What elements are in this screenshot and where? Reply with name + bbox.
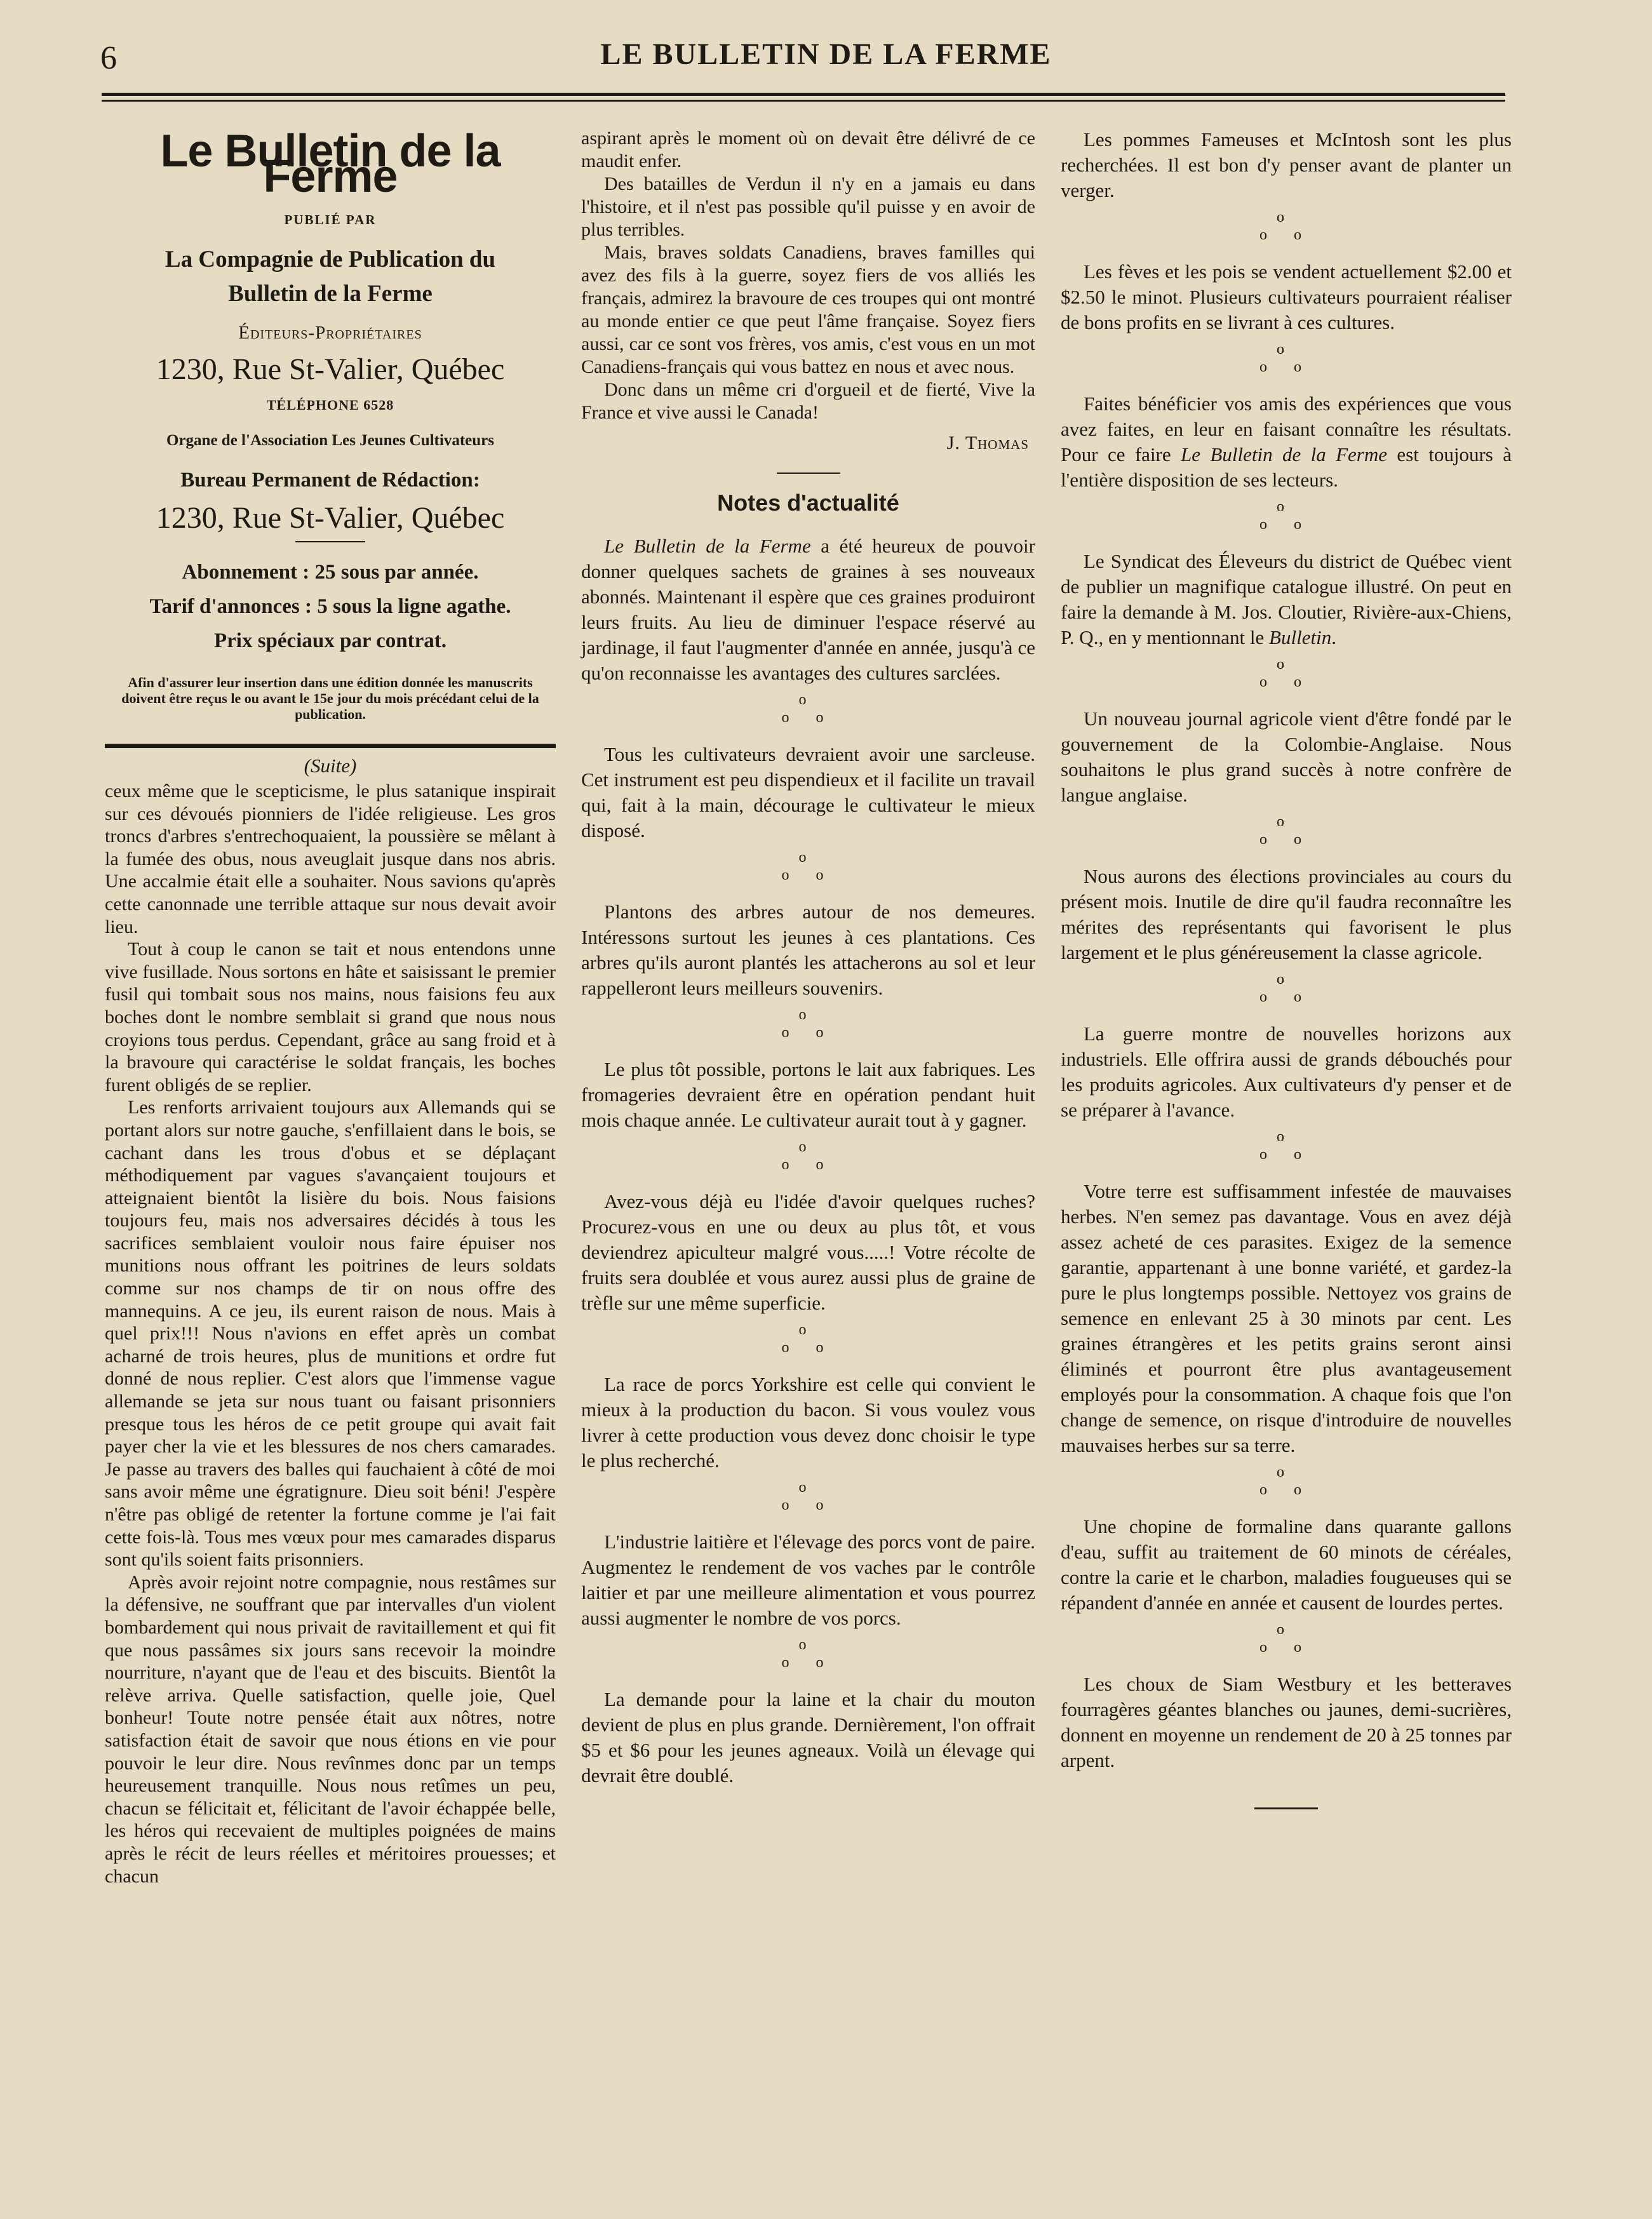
ornament: o o o — [1259, 814, 1313, 848]
ornament: o o o — [1259, 341, 1313, 375]
submission-notice: Afin d'assurer leur insertion dans une édition donnée les manuscrits doivent être reçus le ou avant le 15e jour du mois précédant celui de la publication. — [121, 674, 539, 722]
ad-rate: Tarif d'annonces : 5 sous la ligne agathe. — [149, 595, 511, 618]
story-part-1 — [105, 780, 556, 1887]
continued-label: (Suite) — [304, 754, 357, 777]
bulletin-name: Bulletin — [1269, 626, 1332, 648]
note-item: La demande pour la laine et la chair du mouton devient de plus en plus grande. Dernièrement, l'on offrait $5 et $6 pour les jeunes agneaux. Voilà un élevage qui devrait être doublé. — [581, 1688, 1035, 1787]
ornament: o o o — [781, 849, 835, 883]
note-item: Les fèves et les pois se vendent actuellement $2.00 et $2.50 le minot. Plusieurs cultivateurs pourraient réaliser de bons profits en se livrant à ces cultures. — [1061, 260, 1512, 333]
note-item: Le Bulletin de la Ferme a été heureux de pouvoir donner quelques sachets de graines à ses nouveaux abonnés. Maintenant il espère que ces graines produiront leurs fruits. Au lieu de diminuer l'espace réservé au jardinage, il faut l'augmenter d'année en année, jusqu'à ce qu'on reconnaisse les avantages des cultures sarclées. — [581, 535, 1035, 684]
story-signature: J. Thomas — [946, 432, 1029, 453]
story-paragraph: Tout à coup le canon se tait et nous entendons unne vive fusillade. Nous sortons en hâte et saisissant le premier fusil qui tombait sous nos mains, nous faisions feu aux boches dont le nombre semblait si grand que nous nous croyions tous perdus. Cependant, grâce au sang froid et à la bravoure qui caractérise le soldat français, les boches furent obligés de se replier. — [105, 939, 556, 1096]
note-item: Nous aurons des élections provinciales au cours du présent mois. Inutile de dire qu'il faudra reconnaître les mérites des représentants qui favorisent le plus largement et le plus généreusement la classe agricole. — [1061, 865, 1512, 963]
story-paragraph: Après avoir rejoint notre compagnie, nous restâmes sur la défensive, ne souffrant que par intervalles d'un violent bombardement qui nous privait de ravitaillement et qui fit que nous passâmes six jours sans recevoir la moindre nourriture, n'ayant que de l'eau et des biscuits. Bientôt la relève arriva. Quelle satisfaction, quelle joie, Quel bonheur! Toute notre pensée était aux nôtres, notre satisfaction était de savoir que nous étions en vie pour pouvoir le leur dire. Nous revînmes donc par un temps heureusement tranquille. Nous nous retîmes un peu, chacun se félicitait et, félicitant de l'avoir échappée belle, les héros qui recevaient de multiples poignées de mains après le récit de leurs réelles et méritoires prouesses; et chacun — [105, 1571, 556, 1887]
story-paragraph: Les renforts arrivaient toujours aux Allemands qui se portant alors sur notre gauche, s'enfillaient dans le bois, se cachant dans les trous d'obus et se déplaçant méthodiquement par vagues s'avançaient toujours et atteignaient bientôt la lisière du bois. Nous faisions toujours feu, mais nos adversaires décidés à tous les sacrifices semblaient vouloir nous faire épuiser nos munitions nous offrant les poitrines de leurs soldats comme sur nos champs de tir on nous offre des mannequins. A ce jeu, ils eurent raison de nous. Mais à quel prix!!! Nous n'avions en effet après un combat acharné de trois heures, plus de munitions et ordre fut donné de nous replier. C'est alors que l'immense vague allemande se jeta sur nous tuant ou faisant prisonniers presque tous les héros de ce petit groupe qui avait fait payer cher la vie et les blessures de nos chers camarades. Je passe au travers des balles qui fauchaient à côté de moi sans avoir même une égratignure. Dieu soit béni! J'espère n'être pas obligé de retenter la fortune comme je l'ai fait cette fois-là. Tous mes vœux pour mes camarades disparus sont qu'ils soient faits prisonniers. — [105, 1097, 556, 1571]
ornament: o o o — [1259, 1621, 1313, 1656]
organ-line: Organe de l'Association Les Jeunes Cultivateurs — [166, 432, 494, 449]
masthead-bottom-rule — [105, 744, 556, 748]
note-item: Avez-vous déjà eu l'idée d'avoir quelques ruches? Procurez-vous en une ou deux au plus tôt, et vous deviendrez apiculteur malgré vous.....! Votre récolte de fruits sera doublée et vous aurez aussi plus de graine de trèfle sur une même superficie. — [581, 1190, 1035, 1314]
story-paragraph: Mais, braves soldats Canadiens, braves familles qui avez des fils à la guerre, soyez fiers de vos alliés les français, admirez la bravoure de ces troupes qui ont montré au monde entier ce que peut l'âme française. Soyez fiers aussi, car ce sont vos frères, vos amis, c'est vous en un mot Canadiens-français qui vous battez en nous et avec nous. — [581, 242, 1035, 377]
bulletin-name: Le Bulletin de la Ferme — [604, 535, 811, 557]
note-item: La race de porcs Yorkshire est celle qui convient le mieux à la production du bacon. Si vous voulez vous livrer à cette production vous devez donc choisir le type le plus recherché. — [581, 1373, 1035, 1472]
masthead-divider — [295, 541, 365, 542]
ornament: o o o — [1259, 656, 1313, 690]
note-item: Tous les cultivateurs devraient avoir une sarcleuse. Cet instrument est peu dispendieux et il facilite un travail qui, fait à la main, décourage le cultivateur le mieux disposé. — [581, 743, 1035, 841]
company-line-1: La Compagnie de Publication du — [165, 246, 496, 272]
published-by: PUBLIÉ PAR — [284, 212, 377, 227]
note-item: La guerre montre de nouvelles horizons aux industriels. Elle offrira aussi de grands débouchés pour les produits agricoles. Aux cultivateurs d'y penser et de se préparer à l'avance. — [1061, 1022, 1512, 1121]
header-rule — [102, 93, 1505, 102]
story-part-2 — [581, 127, 1035, 455]
masthead-title: Le Bulletin de la Ferme — [160, 126, 500, 202]
note-item: Un nouveau journal agricole vient d'être fondé par le gouvernement de la Colombie-Anglaise. Nous souhaitons le plus grand succès à notre confrère de langue anglaise. — [1061, 707, 1512, 806]
ornament: o o o — [781, 1139, 835, 1173]
note-item: Le plus tôt possible, portons le lait aux fabriques. Les fromageries devraient être en opération pendant huit mois chaque année. Le cultivateur aurait tout à y gagner. — [581, 1058, 1035, 1131]
column-2 — [581, 127, 1035, 1788]
phone: TÉLÉPHONE 6528 — [266, 397, 394, 413]
column-1 — [105, 127, 556, 1887]
ornament: o o o — [1259, 1129, 1313, 1163]
bureau-address: 1230, Rue St-Valier, Québec — [156, 501, 505, 535]
company-line-2: Bulletin de la Ferme — [228, 281, 433, 307]
story-paragraph: Des batailles de Verdun il n'y en a jamais eu dans l'histoire, et il n'est pas possible qu'il puisse y en avoir de plus terribles. — [581, 173, 1035, 240]
subscription-rate: Abonnement : 25 sous par année. — [182, 561, 479, 584]
story-paragraph: Donc dans un même cri d'orgueil et de fierté, Vive la France et vive aussi le Canada! — [581, 379, 1035, 423]
ornament: o o o — [1259, 1464, 1313, 1498]
ornament: o o o — [781, 1479, 835, 1513]
company-name — [105, 243, 556, 311]
note-item: Faites bénéficier vos amis des expériences que vous avez faites, en leur en faisant connaître les résultats. Pour ce faire Le Bulletin de la Ferme est toujours à l'entière disposition de ses lecteurs. — [1061, 392, 1512, 491]
note-item: Une chopine de formaline dans quarante gallons d'eau, suffit au traitement de 60 minots de céréales, contre la carie et le charbon, maladies fougueuses qui se répandent d'année en année et causent de lourdes pertes. — [1061, 1515, 1512, 1614]
special-prices: Prix spéciaux par contrat. — [213, 629, 447, 652]
page-number: 6 — [100, 40, 117, 76]
story-paragraph: ceux même que le scepticisme, le plus satanique inspirait sur ces dévoués pionniers de l'idée religieuse. Les gros troncs d'arbres s'entrechoquaient, la poussière se mêlant à la fumée des obus, nous aveuglait jusque dans nos abris. Une accalmie était elle a souhaiter. Nous savions qu'après cette canonnade une terrible attaque sur nous devait avoir lieu. — [105, 781, 556, 937]
note-item: Votre terre est suffisamment infestée de mauvaises herbes. N'en semez pas davantage. Vous en avez déjà assez acheté de ces parasites. Exigez de la semence garantie, appartenant à une bonne variété, et gardez-la pure le plus longtemps possible. Nettoyez vos grains de semence en enlevant 25 à 30 minots par cent. Les graines étrangères et les petits grains seront ainsi éliminés et pourront être plus avantageusement employés pour la consommation. A chaque fois que l'on change de semence, on risque d'introduire de nouvelles mauvaises herbes sur sa terre. — [1061, 1180, 1512, 1456]
editors-line: Éditeurs-Propriétaires — [238, 323, 422, 343]
bureau-line: Bureau Permanent de Rédaction: — [180, 469, 480, 492]
ornament: o o o — [1259, 209, 1313, 243]
note-item: L'industrie laitière et l'élevage des porcs vont de paire. Augmentez le rendement de vos vaches par le contrôle laitier et par une meilleure alimentation et vous pourrez aussi augmenter le nombre de vos porcs. — [581, 1531, 1035, 1629]
running-title: LE BULLETIN DE LA FERME — [600, 37, 1052, 71]
ornament: o o o — [781, 1007, 835, 1041]
note-item: Le Syndicat des Éleveurs du district de Québec vient de publier un magnifique catalogue illustré. On peut en faire la demande à M. Jos. Cloutier, Rivière-aux-Chiens, P. Q., en y mentionnant le Bulletin. — [1061, 550, 1512, 648]
ornament: o o o — [781, 692, 835, 726]
story-end-rule — [777, 473, 840, 474]
note-item: Les pommes Fameuses et McIntosh sont les plus recherchées. Il est bon d'y penser avant de planter un verger. — [1061, 128, 1512, 201]
column-end-rule — [1254, 1807, 1318, 1809]
ornament: o o o — [781, 1322, 835, 1356]
column-3 — [1061, 127, 1512, 1809]
ornament: o o o — [1259, 499, 1313, 533]
note-item: Les choux de Siam Westbury et les betteraves fourragères géantes blanches ou jaunes, demi-sucrières, donnent en moyenne un rendement de 20 à 25 tonnes par arpent. — [1061, 1673, 1512, 1771]
note-item: Plantons des arbres autour de nos demeures. Intéressons surtout les jeunes à ces plantations. Ces arbres qu'ils auront plantés les attacherons au sol et leur rappelleront leurs meilleurs souvenirs. — [581, 901, 1035, 999]
address: 1230, Rue St-Valier, Québec — [156, 352, 505, 386]
story-paragraph: aspirant après le moment où on devait être délivré de ce maudit enfer. — [581, 128, 1035, 171]
bulletin-name: Le Bulletin de la Ferme — [1181, 443, 1388, 466]
ornament: o o o — [1259, 971, 1313, 1005]
ornament: o o o — [781, 1637, 835, 1671]
masthead — [105, 126, 556, 722]
notes-heading: Notes d'actualité — [717, 490, 899, 516]
